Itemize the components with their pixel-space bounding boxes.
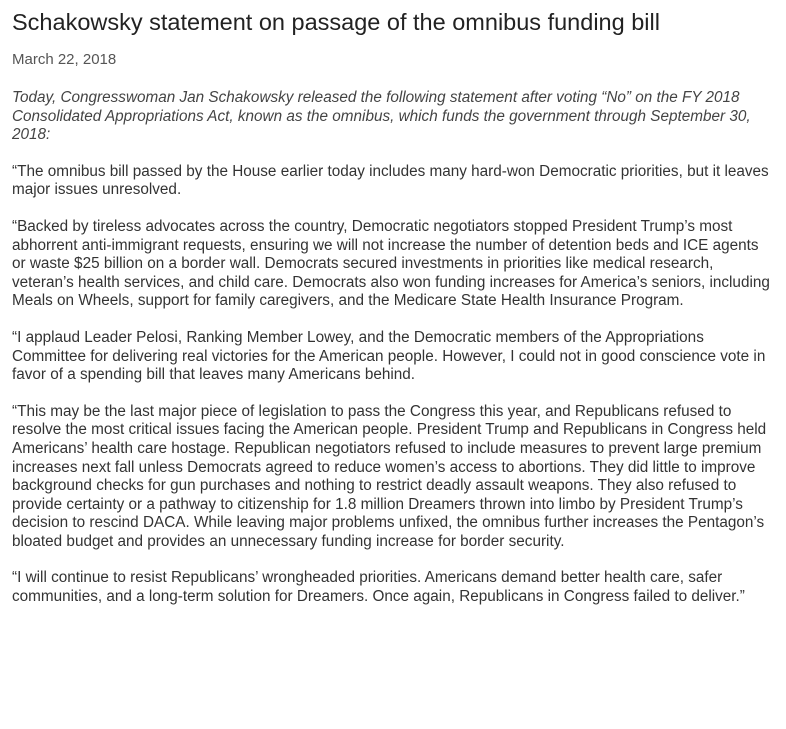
statement-paragraph-2: “Backed by tireless advocates across the country, Democratic negotiators stopped President Trump’s most abhorrent anti-immigrant requests, ensuring we will not increase the number of detention beds and ICE agents or waste $25 billion on a border wall. Democrats secured investments in priorities like medical research, veteran’s health services, and child care. Democrats also won funding increases for America’s seniors, including Meals on Wheels, support for family caregivers, and the Medicare State Health Insurance Program. [12, 217, 770, 310]
statement-paragraph-3: “I applaud Leader Pelosi, Ranking Member Lowey, and the Democratic members of the Appropriations Committee for delivering real victories for the American people. However, I could not in good conscience vote in favor of a spending bill that leaves many Americans behind. [12, 328, 766, 384]
statement-paragraph-4: “This may be the last major piece of legislation to pass the Congress this year, and Republicans refused to resolve the most critical issues facing the American people. President Trump and Republicans in Congress held Americans’ health care hostage. Republican negotiators refused to include measures to prevent large premium increases next fall unless Democrats agreed to reduce women’s access to abortions. They did little to improve background checks for gun purchases and nothing to restrict deadly assault weapons. They also refused to provide certainty or a pathway to citizenship for 1.8 million Dreamers thrown into limbo by President Trump’s decision to rescind DACA. While leaving major problems unfixed, the omnibus further increases the Pentagon’s bloated budget and provides an unnecessary funding increase for border security. [12, 402, 767, 550]
article-date: March 22, 2018 [12, 51, 117, 68]
article-intro: Today, Congresswoman Jan Schakowsky released the following statement after voting “No” on the FY 2018 Consolidated Appropriations Act, known as the omnibus, which funds the government through September 30, 2018: [12, 89, 751, 144]
article-title: Schakowsky statement on passage of the omnibus funding bill [12, 9, 660, 35]
statement-paragraph-5: “I will continue to resist Republicans’ wrongheaded priorities. Americans demand better health care, safer communities, and a long-term solution for Dreamers. Once again, Republicans in Congress failed to deliver.” [12, 569, 745, 606]
statement-paragraph-1: “The omnibus bill passed by the House earlier today includes many hard-won Democratic priorities, but it leaves major issues unresolved. [12, 162, 769, 199]
